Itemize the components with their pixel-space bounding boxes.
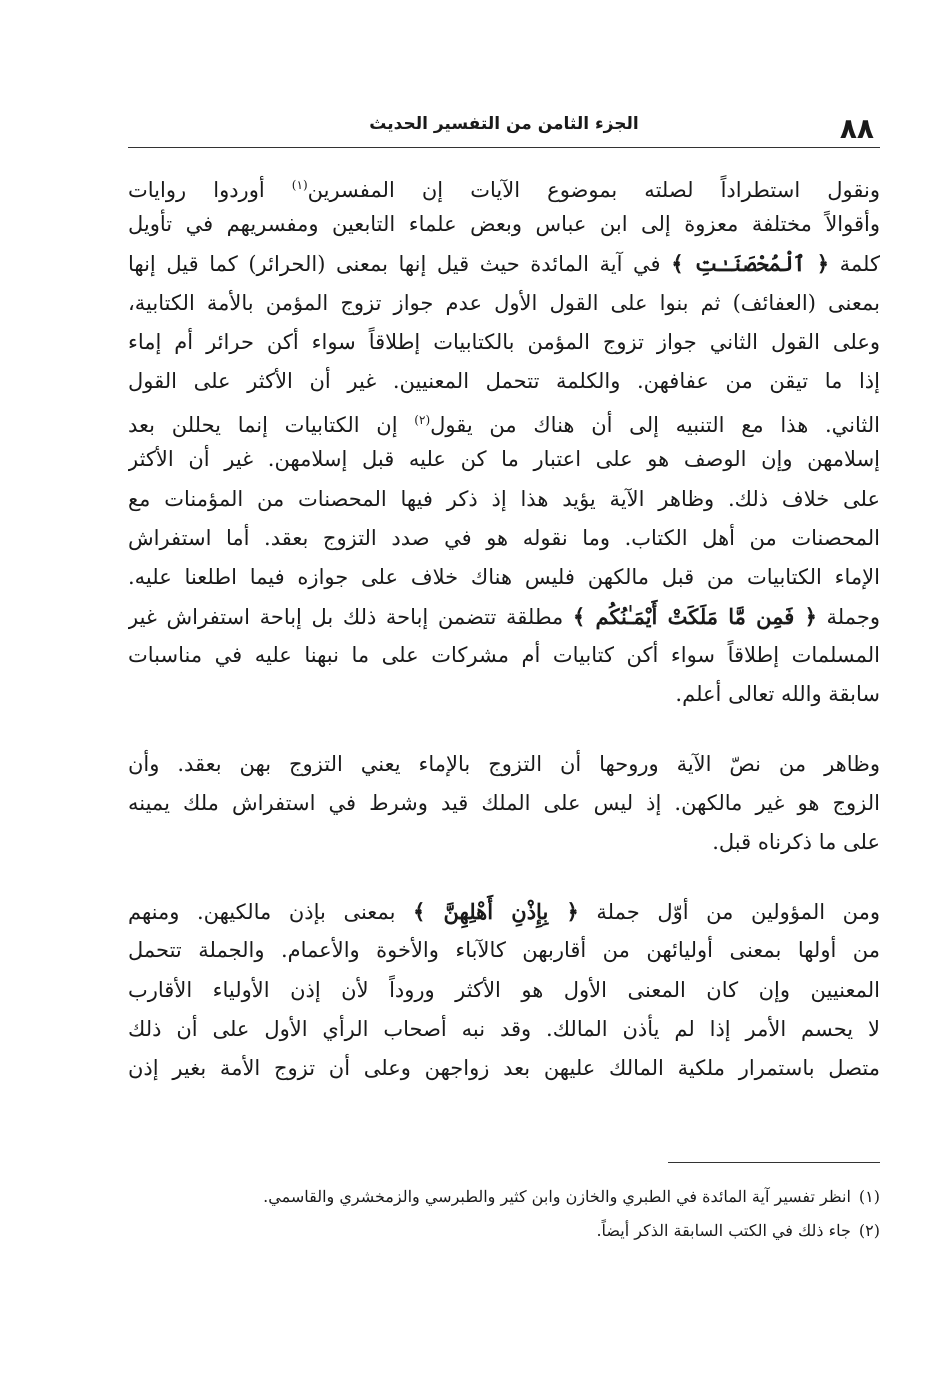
text-line: وأقوالاً مختلفة معزوة إلى ابن عباس وبعض علماء التابعين ومفسريهم في تأويل xyxy=(128,212,880,237)
text-line: الإماء الكتابيات من قبل مالكهن فليس هناك خلاف على جوازه فيما اطلعنا عليه. xyxy=(128,564,880,589)
header-rule xyxy=(128,147,880,148)
footnote-2 xyxy=(128,1214,880,1248)
footnote-ref-2[interactable]: (٢) xyxy=(414,413,431,428)
text-line: المسلمات إطلاقاً سواء أكن كتابيات أم مشركات على ما نبهنا عليه في مناسبات xyxy=(128,643,880,668)
footnote-text: جاء ذلك في الكتب السابقة الذكر أيضاً. xyxy=(596,1221,851,1240)
running-head: الجزء الثامن من التفسير الحديث xyxy=(369,114,639,134)
page-header xyxy=(128,108,880,148)
footnote-rule xyxy=(668,1162,880,1163)
paragraph-gap xyxy=(128,862,880,892)
footnote-1 xyxy=(128,1180,880,1214)
text-line: الثاني. هذا مع التنبيه إلى أن هناك من يقول$^{(٢)}$ إن الكتابيات إنما يحللن بعد xyxy=(128,413,880,438)
quran-quote: ﴿ ٱلْمُحْصَنَـٰتِ ﴾ xyxy=(671,251,830,277)
text-line: لا يحسم الأمر إذا لم يأذن المالك. وقد نبه أصحاب الرأي الأول على أن ذلك xyxy=(128,1016,880,1041)
text-line: الزوج هو غير مالكهن. إذ ليس على الملك قيد وشرط في استفراش ملك يمينه xyxy=(128,790,880,815)
paragraph-gap xyxy=(128,715,880,745)
text-line: متصل باستمرار ملكية المالك عليهن بعد زواجهن وعلى أن تزوج الأمة بغير إذن xyxy=(128,1055,880,1080)
text-line: على ما ذكرناه قبل. xyxy=(712,830,880,854)
text-line: على خلاف ذلك. وظاهر الآية يؤيد هذا إذ ذكر فيها المحصنات من المؤمنات مع xyxy=(128,486,880,511)
text-line: ومن المؤولين من أوّل جملة ﴿ بِإِذْنِ أَهْلِهِنَّ ﴾ بمعنى بإذن مالكيهن. ومنهم xyxy=(128,899,880,925)
page-number: ٨٨ xyxy=(839,112,874,145)
footnotes xyxy=(128,1180,880,1248)
paragraph-2 xyxy=(128,745,880,863)
text-line: بمعنى (العفائف) ثم بنوا على القول الأول عدم جواز تزوج المؤمن بالأمة الكتابية، xyxy=(128,290,880,315)
text-line: وعلى القول الثاني جواز تزوج المؤمن بالكتابيات إطلاقاً سواء أكن حرائر أم إماء xyxy=(128,329,880,354)
footnote-text: انظر تفسير آية المائدة في الطبري والخازن وابن كثير والطبرسي والزمخشري والقاسمي. xyxy=(263,1187,851,1206)
footnote-number: (٢) xyxy=(858,1221,880,1240)
text-line: كلمة ﴿ ٱلْمُحْصَنَـٰتِ ﴾ في آية المائدة حيث قيل إنها بمعنى (الحرائر) كما قيل إنها xyxy=(128,251,880,277)
quran-quote: ﴿ بِإِذْنِ أَهْلِهِنَّ ﴾ xyxy=(413,899,579,925)
text-line: إسلامهن وإن الوصف هو على اعتبار ما كن عليه قبل إسلامهن. غير أن الأكثر xyxy=(128,447,880,472)
quran-quote: ﴿ فَمِن مَّا مَلَكَتْ أَيْمَـٰنُكُم ﴾ xyxy=(572,604,817,630)
footnote-number: (١) xyxy=(858,1187,880,1206)
text-line: ونقول استطراداً لصلته بموضوع الآيات إن المفسرين$^{(١)}$ أوردوا روايات xyxy=(128,178,880,202)
text-line: وجملة ﴿ فَمِن مَّا مَلَكَتْ أَيْمَـٰنُكُم ﴾ مطلقة تتضمن إباحة ذلك بل إباحة استفراش غير xyxy=(128,604,880,630)
text-line: سابقة والله تعالى أعلم. xyxy=(675,682,880,707)
body-text xyxy=(128,166,880,1088)
text-line: المعنيين وإن كان المعنى الأول هو الأكثر وروداً لأن إذن الأولياء الأقارب xyxy=(128,977,880,1002)
text-line: المحصنات من أهل الكتاب. وما نقوله هو في صدد التزوج بعقد. أما استفراش xyxy=(128,525,880,550)
footnote-ref-1[interactable]: (١) xyxy=(291,178,308,192)
text-line: وظاهر من نصّ الآية وروحها أن التزوج بالإماء يعني التزوج بهن بعقد. وأن xyxy=(128,751,880,776)
text-line: إذا ما تيقن من عفافهن. والكلمة تتحمل المعنيين. غير أن الأكثر على القول xyxy=(128,368,880,393)
paragraph-3 xyxy=(128,892,880,1088)
paragraph-1 xyxy=(128,166,880,715)
text-line: من أولها بمعنى أوليائهن من أقاربهن كالآباء والأخوة والأعمام. والجملة تتحمل xyxy=(128,938,880,963)
